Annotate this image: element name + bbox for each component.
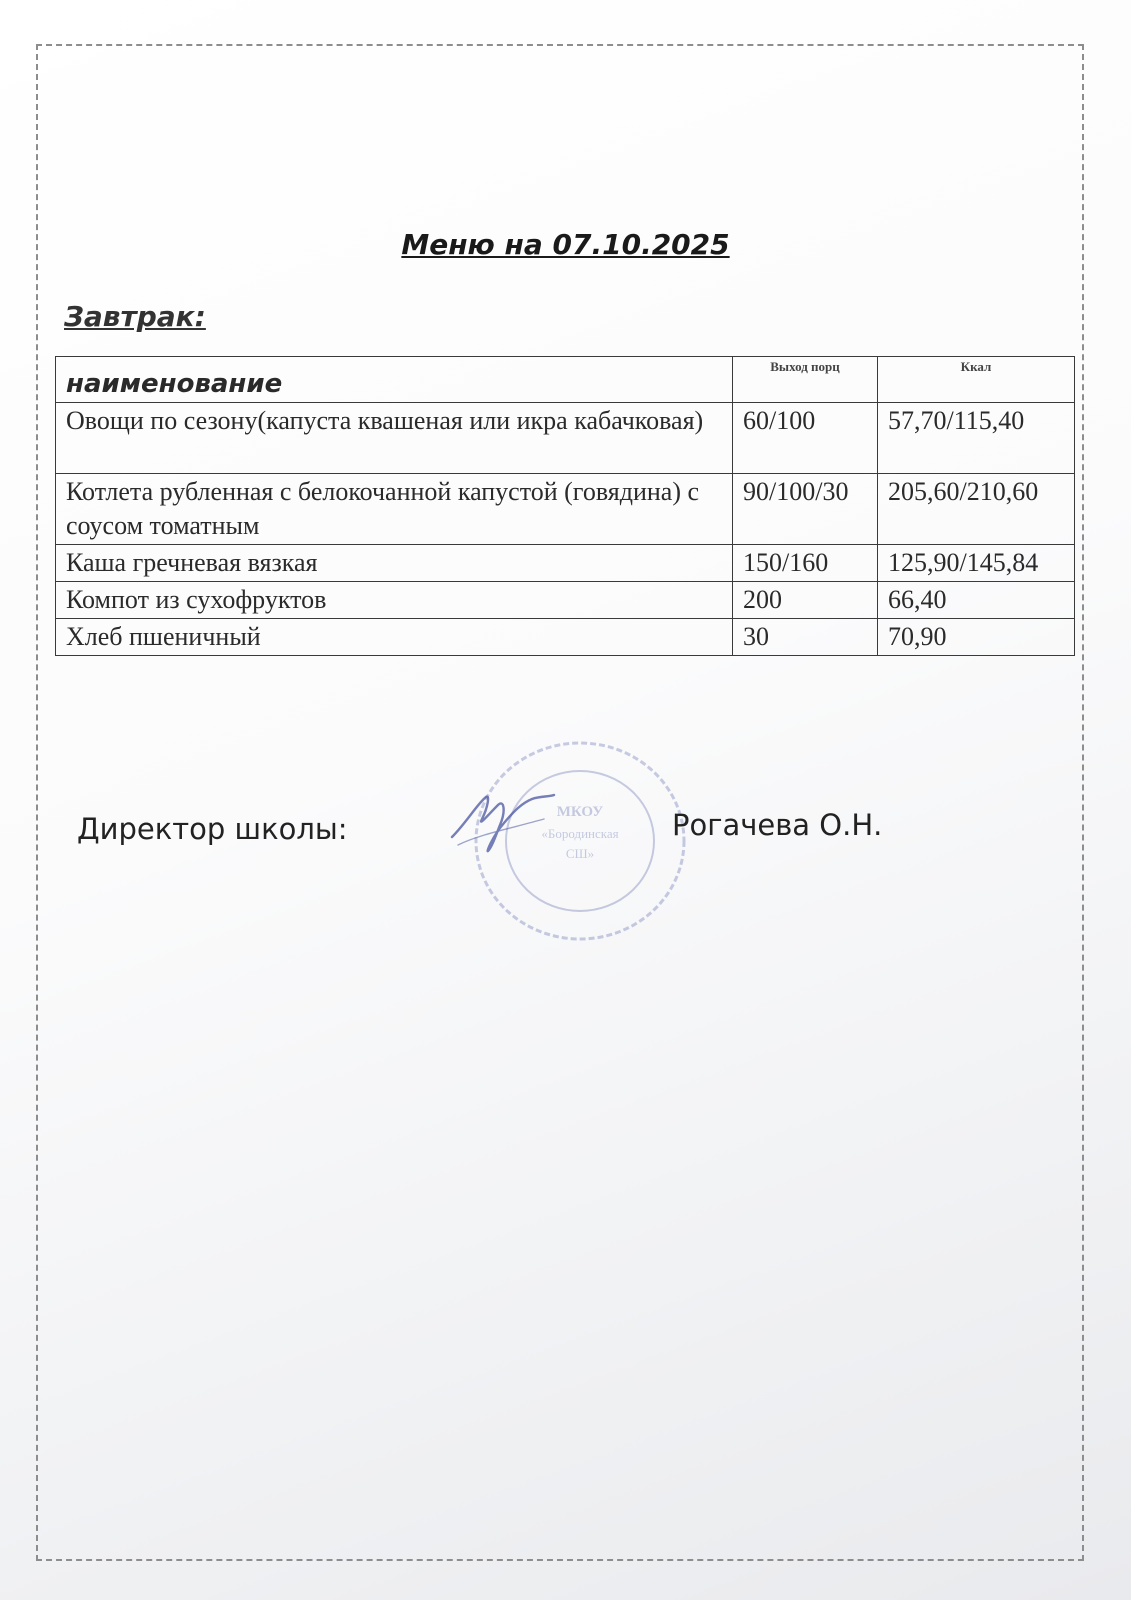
- dish-name: Каша гречневая вязкая: [56, 545, 733, 582]
- director-signature: [448, 785, 558, 855]
- dish-kcal: 70,90: [878, 619, 1075, 656]
- svg-text:«Бородинская: «Бородинская: [541, 826, 619, 841]
- dish-name: Хлеб пшеничный: [56, 619, 733, 656]
- meal-heading: Завтрак:: [64, 300, 206, 333]
- header-yield: Выход порц: [733, 357, 878, 403]
- director-label: Директор школы:: [77, 812, 348, 846]
- dish-name: Овощи по сезону(капуста квашеная или икра кабачковая): [56, 403, 733, 474]
- svg-text:МКОУ: МКОУ: [556, 804, 604, 820]
- table-row: [56, 619, 1075, 656]
- svg-text:СШ»: СШ»: [565, 846, 595, 861]
- dish-name: Компот из сухофруктов: [56, 582, 733, 619]
- table-row: [56, 545, 1075, 582]
- header-name: наименование: [56, 357, 733, 403]
- dish-kcal: 66,40: [878, 582, 1075, 619]
- dish-kcal: 57,70/115,40: [878, 403, 1075, 474]
- table-row: [56, 474, 1075, 545]
- table-row: [56, 403, 1075, 474]
- table-row: [56, 582, 1075, 619]
- page-title: Меню на 07.10.2025: [401, 228, 730, 261]
- dish-yield: 90/100/30: [733, 474, 878, 545]
- dish-name: Котлета рубленная с белокочанной капустой (говядина) с соусом томатным: [56, 474, 733, 545]
- director-name: Рогачева О.Н.: [672, 808, 883, 842]
- table-header-row: [56, 357, 1075, 403]
- menu-table: [55, 356, 1075, 656]
- dish-yield: 150/160: [733, 545, 878, 582]
- dish-yield: 60/100: [733, 403, 878, 474]
- dish-yield: 200: [733, 582, 878, 619]
- dish-kcal: 205,60/210,60: [878, 474, 1075, 545]
- dish-yield: 30: [733, 619, 878, 656]
- header-kcal: Ккал: [878, 357, 1075, 403]
- dish-kcal: 125,90/145,84: [878, 545, 1075, 582]
